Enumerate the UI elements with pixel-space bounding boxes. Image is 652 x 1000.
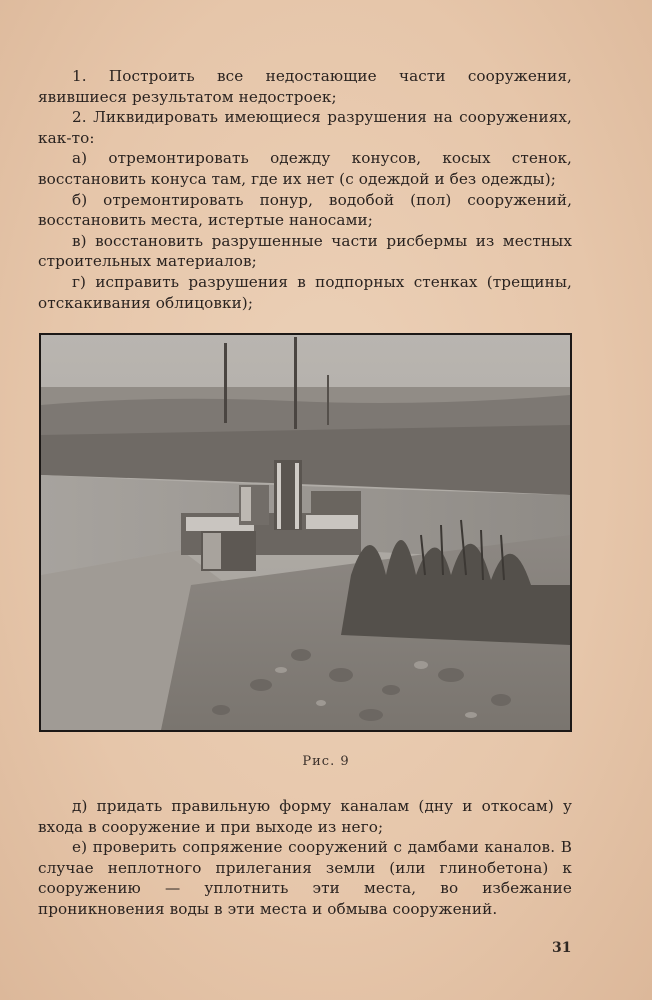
paragraph-b: б) отремонтировать понур, водобой (пол) сооружений, восстановить места, истертые наносами; [38, 190, 572, 230]
paragraph-d: д) придать правильную форму каналам (дну и откосам) у входа в сооружение и при выходе из него; [38, 797, 572, 836]
paragraph-e: е) проверить сопряжение сооружений с дамбами каналов. В случае неплотного прилегания земли (или глинобетона) к сооружению — уплотнить эти места, во избежание проникновения воды в эти места и обмыва сооружений. [38, 838, 572, 918]
page-number: 31 [552, 940, 572, 956]
figure-photo [39, 333, 572, 732]
paragraph-v: в) восстановить разрушенные части рисбермы из местных строительных материалов; [38, 231, 572, 271]
paragraph-1: 1. Построить все недостающие части сооружения, явившиеся результатом недостроек; [38, 67, 572, 106]
paragraph-a: а) отремонтировать одежду конусов, косых стенок, восстановить конуса там, где их нет (с одеждой и без одежды); [38, 149, 572, 188]
hydraulic-structure-photo [41, 335, 570, 730]
top-text-block [38, 66, 572, 313]
bottom-text-block [38, 796, 572, 920]
paragraph-2: 2. Ликвидировать имеющиеся разрушения на сооружениях, как-то: [38, 108, 572, 147]
figure-caption: Рис. 9 [302, 754, 350, 769]
paragraph-g: г) исправить разрушения в подпорных стенках (трещины, отскакивания облицовки); [38, 272, 572, 312]
